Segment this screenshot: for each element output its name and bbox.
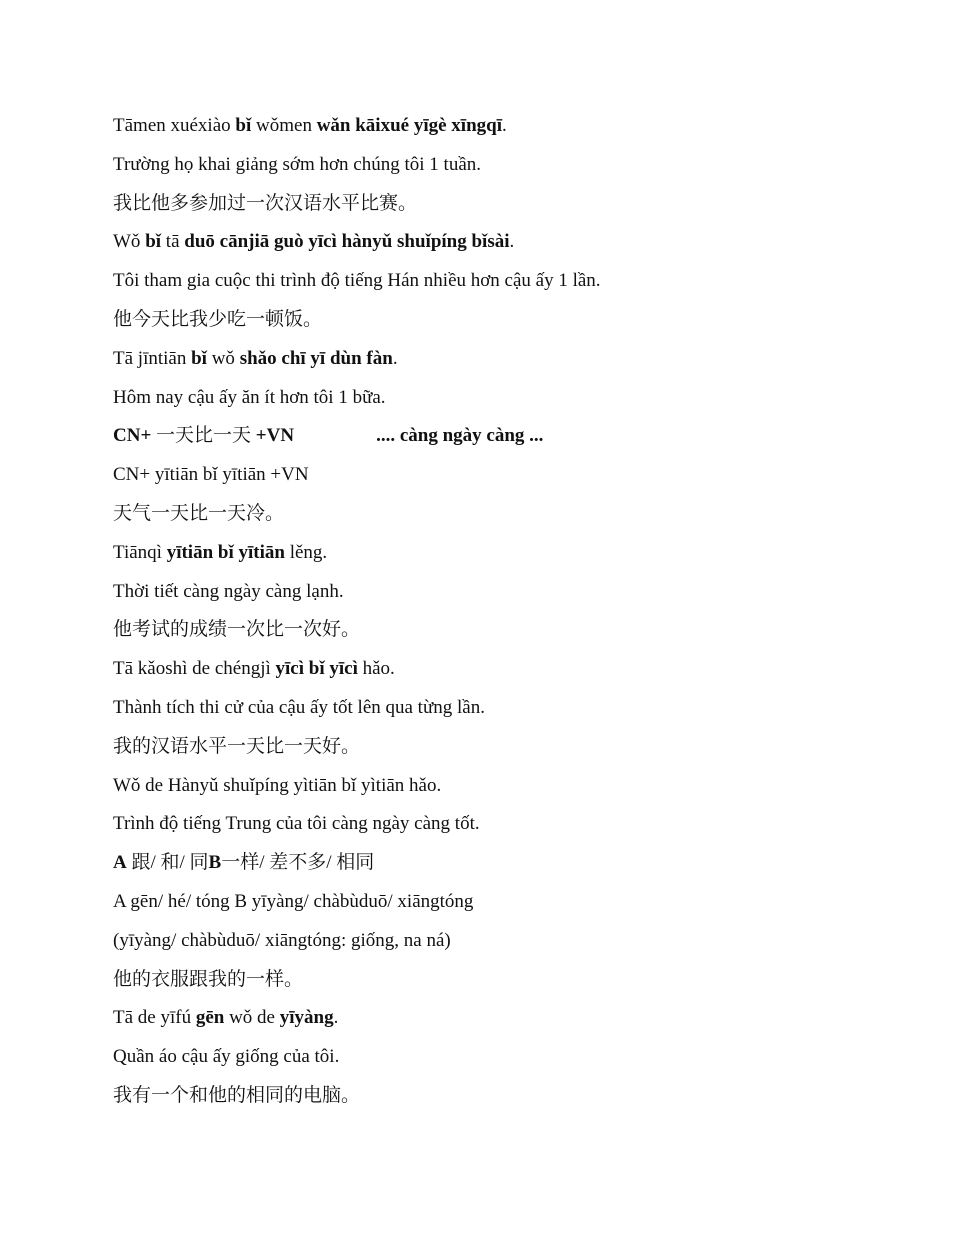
bold-text-segment: CN+ [113,425,157,447]
text-segment: wǒ de [224,1007,280,1029]
bold-text-segment: shǎo chī yī dùn fàn [239,347,393,369]
text-segment: 我的汉语水平一天比一天好。 [113,735,361,757]
bold-text-segment: gēn [195,1007,225,1029]
text-line [113,848,913,887]
bold-text-segment: duō cānjiā guò yīcì hànyǔ shuǐpíng bǐsài [184,231,510,253]
text-segment: A gēn/ hé/ tóng B yīyàng/ chàbùduō/ xiāngtóng [113,890,474,912]
text-line [113,227,913,266]
text-segment: 我有一个和他的相同的电脑。 [113,1084,361,1106]
text-segment: Hôm nay cậu ấy ăn ít hơn tôi 1 bữa. [113,386,386,408]
bold-text-segment: A [113,852,127,874]
text-segment: Thời tiết càng ngày càng lạnh. [113,580,344,602]
text-line [113,383,913,422]
bold-text-segment: wǎn kāixué yīgè xīngqī [316,115,502,136]
text-segment: wǒ [206,347,240,369]
text-segment: CN+ yītiān bǐ yītiān +VN [113,464,309,486]
bold-text-segment: bǐ [235,115,252,136]
text-line [113,266,913,305]
text-segment: 他考试的成绩一次比一次好。 [113,619,361,641]
bold-text-segment: yītiān bǐ yītiān [166,541,285,563]
text-segment: 他的衣服跟我的一样。 [113,968,304,990]
document-body [113,111,913,1120]
text-segment: . [392,347,398,369]
text-line [113,305,913,344]
text-segment: Tā de yīfú [113,1007,196,1029]
text-segment: 跟/ 和/ 同 [126,852,209,874]
bold-text-segment: bǐ [191,347,207,369]
text-segment: Thành tích thi cử của cậu ấy tốt lên qua từng lần. [113,696,485,718]
text-line [113,111,913,150]
text-segment: . [502,115,507,136]
text-segment: Wǒ [113,231,146,253]
text-line [113,460,913,499]
text-segment: Tā jīntiān [113,347,192,369]
text-line [113,1081,913,1120]
text-segment: Wǒ de Hànyǔ shuǐpíng yìtiān bǐ yìtiān hǎo. [113,774,442,796]
text-line [113,150,913,189]
text-segment: Tā kǎoshì de chéngjì [113,658,276,680]
text-segment: Tāmen xuéxiào [113,115,236,136]
text-segment: Tiānqì [113,541,167,563]
bold-text-segment: B [208,852,222,874]
text-line [113,732,913,771]
bold-text-segment: bǐ [145,231,162,253]
text-line [113,577,913,616]
text-line [113,654,913,693]
text-line [113,887,913,926]
text-segment: Trình độ tiếng Trung của tôi càng ngày càng tốt. [113,813,480,835]
text-segment: (yīyàng/ chàbùduō/ xiāngtóng: giống, na ná) [113,929,451,951]
bold-text-segment: .... càng ngày càng ... [376,425,544,447]
bold-text-segment: +VN [251,425,295,447]
bold-text-segment: yīyàng [279,1007,334,1029]
text-line [113,421,913,460]
text-line [113,809,913,848]
text-line [113,538,913,577]
text-segment: Quần áo cậu ấy giống của tôi. [113,1046,340,1068]
text-line [113,926,913,965]
text-segment: lěng. [284,541,328,563]
text-line [113,965,913,1004]
text-line [113,1042,913,1081]
text-line [113,344,913,383]
text-line [113,771,913,810]
text-segment: Trường họ khai giảng sớm hơn chúng tôi 1 tuần. [113,153,482,175]
text-segment: 一天比一天 [156,425,252,447]
text-segment: tā [161,231,185,253]
text-segment: . [509,231,515,253]
text-segment: 一样/ 差不多/ 相同 [221,852,375,874]
text-line [113,615,913,654]
text-line [113,693,913,732]
text-segment: hǎo. [357,658,395,680]
text-segment: wǒmen [251,115,317,136]
text-line [113,1003,913,1042]
text-segment: 他今天比我少吃一顿饭。 [113,308,323,330]
text-line [113,499,913,538]
text-segment: 我比他多参加过一次汉语水平比赛。 [113,192,418,214]
text-segment: 天气一天比一天冷。 [113,502,285,524]
text-segment: . [333,1007,339,1029]
bold-text-segment: yīcì bǐ yīcì [275,658,358,680]
text-line [113,189,913,228]
text-segment: Tôi tham gia cuộc thi trình độ tiếng Hán nhiều hơn cậu ấy 1 lần. [113,270,601,292]
